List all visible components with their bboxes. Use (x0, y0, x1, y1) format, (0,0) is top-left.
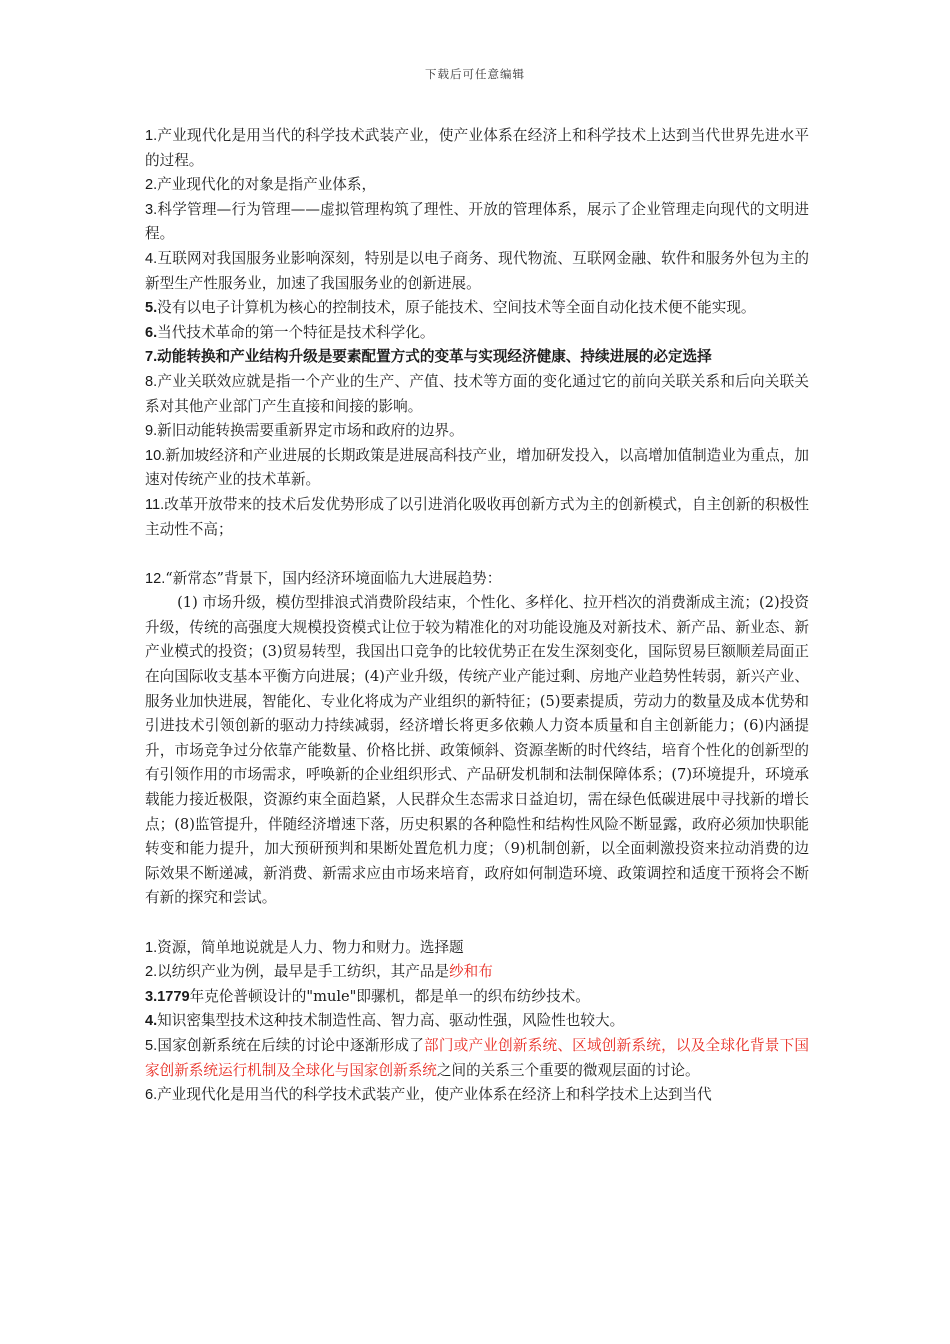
list-item-9: 9.新旧动能转换需要重新界定市场和政府的边界。 (145, 422, 464, 440)
document-body (145, 124, 809, 1108)
list-item-5: 5.没有以电子计算机为核心的控制技术，原子能技术、空间技术等全面自动化技术便不能实现。 (145, 299, 756, 317)
highlight-text: 纱和布 (449, 963, 493, 981)
list-item-6: 6.当代技术革命的第一个特征是技术科学化。 (145, 323, 435, 341)
highlight-text: 部门或产业创新系统、区域创新系统，以及全球化背景下国家创新系统运行机制及全球化与国家创新系统 (145, 1036, 809, 1079)
page-header: 下载后可任意编辑 (425, 67, 525, 81)
list-item-b2: 2.以纺织产业为例，最早是手工纺织，其产品是纱和布 (145, 963, 493, 981)
list-item-3: 3.科学管理—行为管理——虚拟管理构筑了理性、开放的管理体系，展示了企业管理走向现代的文明进程。 (145, 200, 809, 243)
list-item-b3: 3.1779年克伦普顿设计的"mule"即骡机，都是单一的织布纺纱技术。 (145, 987, 590, 1005)
list-item-7-bold: 7.动能转换和产业结构升级是要素配置方式的变革与实现经济健康、持续进展的必定选择 (145, 348, 712, 366)
list-item-11: 11.改革开放带来的技术后发优势形成了以引进消化吸收再创新方式为主的创新模式，自主创新的积极性主动性不高； (145, 495, 809, 538)
blank-line (145, 542, 809, 567)
section-heading-12: 12.“新常态”背景下，国内经济环境面临九大进展趋势： (145, 569, 502, 587)
list-item-2: 2.产业现代化的对象是指产业体系， (145, 176, 377, 194)
list-item-b6: 6.产业现代化是用当代的科学技术武装产业，使产业体系在经济上和科学技术上达到当代 (145, 1086, 712, 1104)
list-item-b4: 4.知识密集型技术这种技术制造性高、智力高、驱动性强，风险性也较大。 (145, 1012, 625, 1030)
blank-line (145, 911, 809, 936)
list-item-1: 1.产业现代化是用当代的科学技术武装产业，使产业体系在经济上和科学技术上达到当代世界先进水平的过程。 (145, 127, 809, 169)
trends-paragraph: (1) 市场升级，模仿型排浪式消费阶段结束，个性化、多样化、拉开档次的消费渐成主流；(2)投资升级，传统的高强度大规模投资模式让位于较为精准化的对功能设施及对新技术、新产品、新业态、新产业模式的投资；(3)贸易转型，我国出口竞争的比较优势正在发生深刻变化，国际贸易巨额顺差局面正在向国际收支基本平衡方向进展；(4)产业升级，传统产业产能过剩、房地产业趋势性转弱，新兴产业、服务业加快进展，智能化、专业化将成为产业组织的新特征；(5)要素提质，劳动力的数量及成本优势和引进技术引领创新的驱动力持续减弱，经济增长将更多依赖人力资本质量和自主创新能力；(6)内涵提升，市场竞争过分依靠产能数量、价格比拼、政策倾斜、资源垄断的时代终结，培育个性化的创新型的有引领作用的市场需求，呼唤新的企业组织形式、产品研发机制和法制保障体系；(7)环境提升，环境承载能力接近极限，资源约束全面趋紧，人民群众生态需求日益迫切，需在绿色低碳进展中寻找新的增长点；(8)监管提升，伴随经济增速下落，历史积累的各种隐性和结构性风险不断显露，政府必须加快职能转变和能力提升，加大预研预判和果断处置危机力度；（9)机制创新，以全面刺激投资来拉动消费的边际效果不断递减，新消费、新需求应由市场来培育，政府如何制造环境、政策调控和适度干预将会不断有新的探究和尝试。 (145, 594, 809, 907)
list-item-8: 8.产业关联效应就是指一个产业的生产、产值、技术等方面的变化通过它的前向关联关系和后向关联关系对其他产业部门产生直接和间接的影响。 (145, 372, 809, 415)
list-item-b5: 5.国家创新系统在后续的讨论中逐渐形成了部门或产业创新系统、区域创新系统，以及全球化背景下国家创新系统运行机制及全球化与国家创新系统之间的关系三个重要的微观层面的讨论。 (145, 1036, 809, 1079)
list-item-b1: 1.资源，简单地说就是人力、物力和财力。选择题 (145, 938, 464, 956)
list-item-10: 10.新加坡经济和产业进展的长期政策是进展高科技产业，增加研发投入，以高增加值制造业为重点，加速对传统产业的技术革新。 (145, 446, 809, 489)
list-item-4: 4.互联网对我国服务业影响深刻，特别是以电子商务、现代物流、互联网金融、软件和服务外包为主的新型生产性服务业，加速了我国服务业的创新进展。 (145, 249, 809, 292)
